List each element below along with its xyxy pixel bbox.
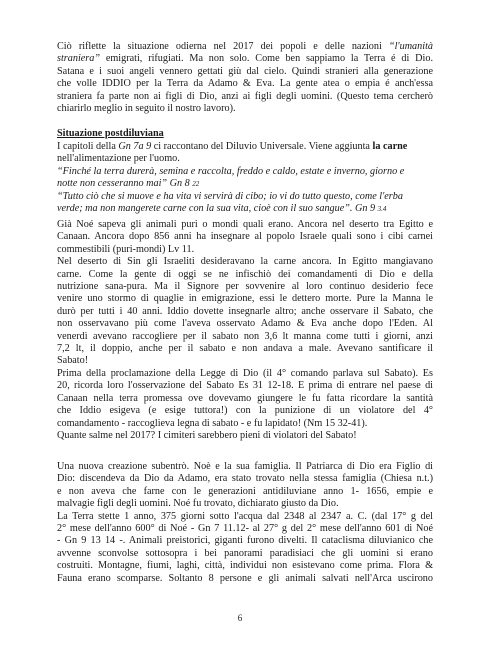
- text-line: 20, ricorda loro l'osservazione del Sabato Es 31 12-18. E prima di entrare nel paese di: [57, 380, 433, 392]
- text-line: nutrizione sana-pura. Ma il Signore per sovvenire al loro continuo desiderio fece: [57, 281, 433, 293]
- text-line: straniera” emigrati, rifugiati. Ma non solo. Come ben sappiamo la Terra é di Dio.: [57, 53, 433, 65]
- quote-line: verde; ma non mangerete carne con la sua vita, cioè con il suo sangue”. Gn 9 3.4: [57, 203, 387, 215]
- text-line: carne. Come la gente di oggi se ne infischiò dei comandamenti di Dio e della: [57, 268, 433, 280]
- text-line: Dio: discendeva da Dio da Adamo, era stato trovato nella stessa famiglia (Chiesa n.t.): [57, 473, 433, 485]
- text-line: che volle IDDIO per la Terra da Adamo & Eva. La gente atea o empia é anch'essa: [57, 78, 433, 90]
- paragraph-clean-animals: [57, 219, 433, 442]
- text-line: I capitoli della Gn 7a 9 ci raccontano del Diluvio Universale. Viene aggiunta la carne: [57, 141, 408, 152]
- text-line: comandamento - raccoglieva legna di sabato - e fu lapidato! (Nm 15 32-41).: [57, 417, 368, 429]
- section-heading: Situazione postdiluviana: [57, 128, 164, 139]
- text-line: Già Noé sapeva gli animali puri o mondi quali erano. Ancora nel deserto tra Egitto e: [57, 219, 433, 230]
- text-line: La Terra stette 1 anno, 375 giorni sotto l'acqua dal 2348 al 2347 a. C. (dal 17° g del: [57, 510, 433, 522]
- text-line: - Gn 9 13 14 -. Animali preistorici, giganti furono divelti. Il cataclisma diluvianico che: [57, 535, 433, 547]
- quote-line: “Tutto ciò che si muove e ha vita vi servirà di cibo; io vi do tutto questo, come l'erba: [57, 190, 403, 202]
- quote-line: notte non cesseranno mai” Gn 8 22: [57, 178, 200, 190]
- paragraph-flood: [57, 141, 433, 215]
- text-line: Una nuova creazione subentrò. Noè e la sua famiglia. Il Patriarca di Dio era Figlio di: [57, 461, 433, 472]
- text-line: nell'alimentazione per l'uomo.: [57, 153, 180, 165]
- text-line: non osservavano più come l'aveva osservato Adamo & Eva anche dopo l'Eden. Al: [57, 318, 433, 330]
- text-line: Canaan. Ancora dopo 856 anni ha insegnare al popolo Israele quali sono i cibi carnei: [57, 231, 433, 243]
- text-line: 2° mese dell'anno 600° di Noé - Gn 7 11.12- al 27° g del 2° mese dell'anno 601 di Noé: [57, 523, 433, 535]
- text-line: Fauna erano scomparse. Soltanto 8 persone e gli animali salvati nell'Arca uscirono: [57, 572, 433, 584]
- quote-line: “Finché la terra durerà, semina e raccolta, freddo e caldo, estate e inverno, giorno e: [57, 165, 405, 177]
- text-line: commestibili (puri-mondi) Lv 11.: [57, 243, 195, 255]
- text-line: durò per tutti i 40 anni. Iddio dovette insegnarle altro; anche osservare il Sabato, che: [57, 305, 433, 317]
- text-line: Sabato!: [57, 355, 89, 367]
- text-line: che Iddio esigeva (e esige tuttora!) con la punizione di un violatore del 4°: [57, 405, 433, 417]
- text-line: Satana e i suoi angeli vennero gettati giù dal cielo. Quindi stranieri alla generazione: [57, 65, 433, 77]
- text-line: venire uno stormo di quaglie in emigrazione, essi le dettero morte. Pure la Manna le: [57, 293, 433, 305]
- text-line: straniera fa parte non ai figli di Dio, anzi ai figli degli uomini. (Questo tema cercherò: [57, 90, 433, 102]
- text-line: 7,2 lt, il doppio, anche per il sabato e non andava a male. Avevano santificare il: [57, 343, 433, 355]
- text-line: Prima della proclamazione della Legge di Dio (il 4° comando parlava sul Sabato). Es: [57, 367, 433, 379]
- text-line: Nel deserto di Sin gli Israeliti desideravano la carne ancora. In Egitto mangiavano: [57, 256, 433, 268]
- text-line: avvenne sconvolse sottosopra i bei panorami paradisiaci che gli uomini si erano: [57, 547, 433, 559]
- text-line: malvagie figli degli uomini. Noé fu trovato, dichiarato giusto da Dio.: [57, 498, 339, 510]
- text-line: Quante salme nel 2017? I cimiteri sarebbero pieni di violatori del Sabato!: [57, 429, 357, 441]
- paragraph-intro: [57, 41, 433, 115]
- text-line: chiarirlo meglio in seguito il nostro lavoro).: [57, 103, 236, 115]
- page-number: 6: [237, 613, 243, 623]
- paragraph-new-creation: [57, 461, 433, 585]
- text-line: Canaan nella terra promessa ove dovevamo giungere le fu fatta ricordare la santità: [57, 392, 433, 404]
- text-line: costruiti. Montagne, fiumi, laghi, città, individui non esistevano come prima. Flora &: [57, 560, 433, 572]
- text-line: Ciò riflette la situazione odierna nel 2017 dei popoli e delle nazioni “l'umanità: [57, 41, 433, 52]
- text-line: venerdì avevano raccogliere per il sabato non 3,6 lt manna come tutti i giorni, anzi: [57, 330, 433, 342]
- text-line: e non aveva che farne con le generazioni antidiluviane anno 1- 1656, empie e: [57, 485, 433, 497]
